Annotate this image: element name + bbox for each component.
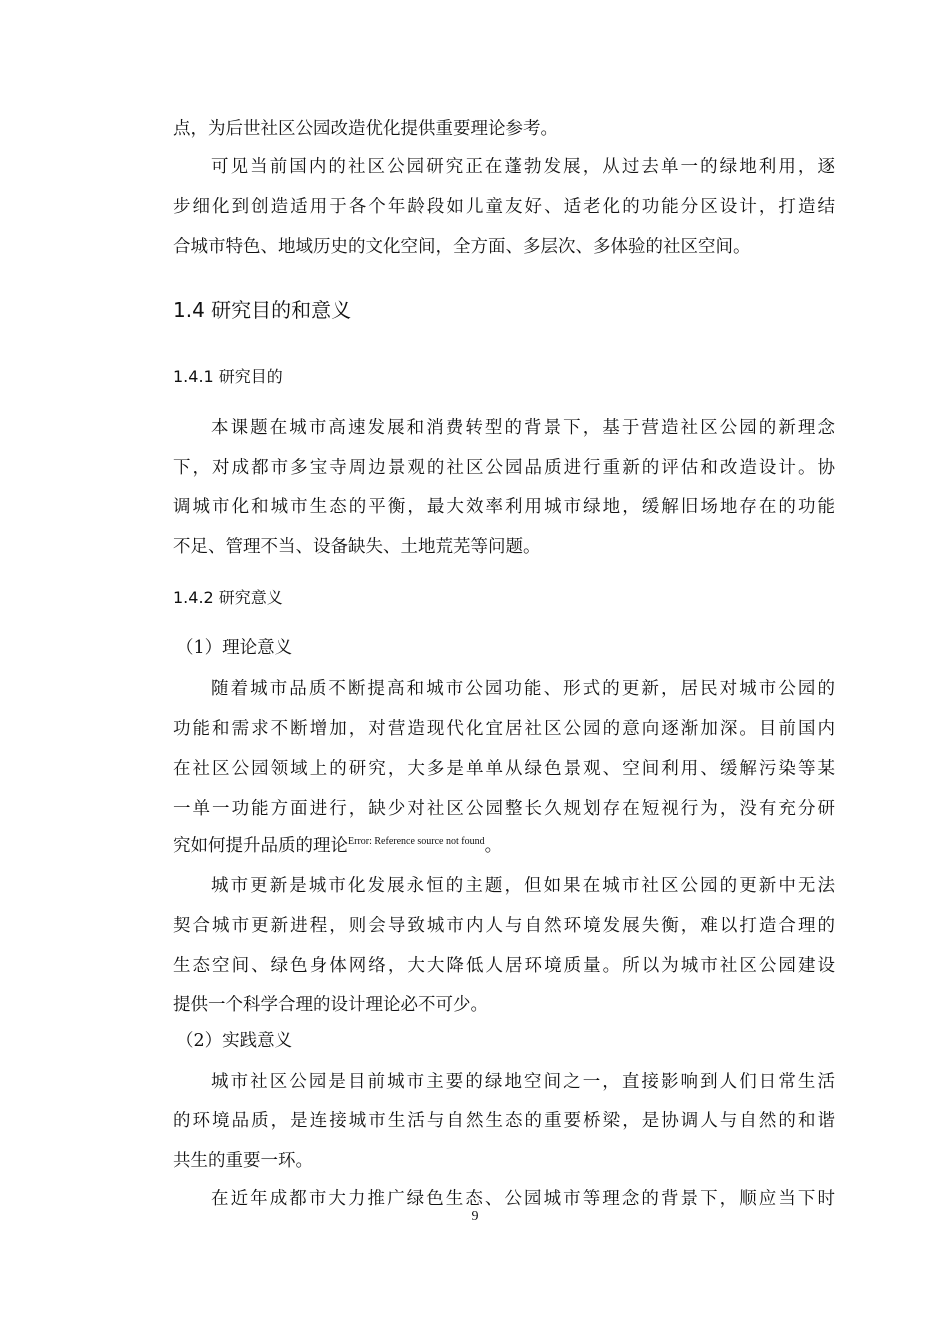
theory-para1-line-5 [173, 834, 502, 858]
practice-para1-line-3: 共生的重要一环。 [173, 1151, 313, 1171]
subsection-heading-1-4-2: 1.4.2 研究意义 [173, 588, 283, 607]
summary-paragraph-line-2: 步细化到创造适用于各个年龄段如儿童友好、适老化的功能分区设计，打造结 [173, 197, 835, 217]
summary-paragraph-line-3: 合城市特色、地域历史的文化空间，全方面、多层次、多体验的社区空间。 [173, 237, 751, 257]
theory-para2-line-1: 城市更新是城市化发展永恒的主题，但如果在城市社区公园的更新中无法 [211, 876, 835, 896]
theory-para1-line-4: 一单一功能方面进行，缺少对社区公园整长久规划存在短视行为，没有充分研 [173, 799, 835, 819]
theory-para1-last-text: 究如何提升品质的理论 [173, 836, 348, 856]
theory-para1-line-2: 功能和需求不断增加，对营造现代化宜居社区公园的意向逐渐加深。目前国内 [173, 719, 835, 739]
paragraph-continuation: 点，为后世社区公园改造优化提供重要理论参考。 [173, 119, 558, 139]
theory-para2-line-3: 生态空间、绿色身体网络，大大降低人居环境质量。所以为城市社区公园建设 [173, 956, 835, 976]
summary-paragraph-line-1: 可见当前国内的社区公园研究正在蓬勃发展，从过去单一的绿地利用，逐 [211, 157, 835, 177]
theory-para1-line-3: 在社区公园领域上的研究，大多是单单从绿色景观、空间利用、缓解污染等某 [173, 759, 835, 779]
section-heading-1-4: 1.4 研究目的和意义 [173, 298, 352, 322]
practice-para2-line-1: 在近年成都市大力推广绿色生态、公园城市等理念的背景下，顺应当下时 [211, 1189, 835, 1209]
practice-significance-label: （2）实践意义 [176, 1031, 293, 1051]
reference-error-superscript: Error: Reference source not found [348, 836, 485, 847]
theory-para2-line-4: 提供一个科学合理的设计理论必不可少。 [173, 995, 488, 1015]
practice-para1-line-2: 的环境品质，是连接城市生活与自然生态的重要桥梁，是协调人与自然的和谐 [173, 1111, 835, 1131]
theory-para2-line-2: 契合城市更新进程，则会导致城市内人与自然环境发展失衡，难以打造合理的 [173, 916, 835, 936]
practice-para1-line-1: 城市社区公园是目前城市主要的绿地空间之一，直接影响到人们日常生活 [211, 1072, 835, 1092]
theory-para1-line-1: 随着城市品质不断提高和城市公园功能、形式的更新，居民对城市公园的 [211, 679, 835, 699]
research-purpose-line-2: 下，对成都市多宝寺周边景观的社区公园品质进行重新的评估和改造设计。协 [173, 458, 835, 478]
page-number: 9 [471, 1209, 479, 1224]
research-purpose-line-4: 不足、管理不当、设备缺失、土地荒芜等问题。 [173, 537, 541, 557]
research-purpose-line-3: 调城市化和城市生态的平衡，最大效率利用城市绿地，缓解旧场地存在的功能 [173, 497, 835, 517]
theory-significance-label: （1）理论意义 [176, 638, 293, 658]
research-purpose-line-1: 本课题在城市高速发展和消费转型的背景下，基于营造社区公园的新理念 [211, 418, 835, 438]
subsection-heading-1-4-1: 1.4.1 研究目的 [173, 367, 283, 386]
theory-para1-period: 。 [484, 836, 503, 856]
